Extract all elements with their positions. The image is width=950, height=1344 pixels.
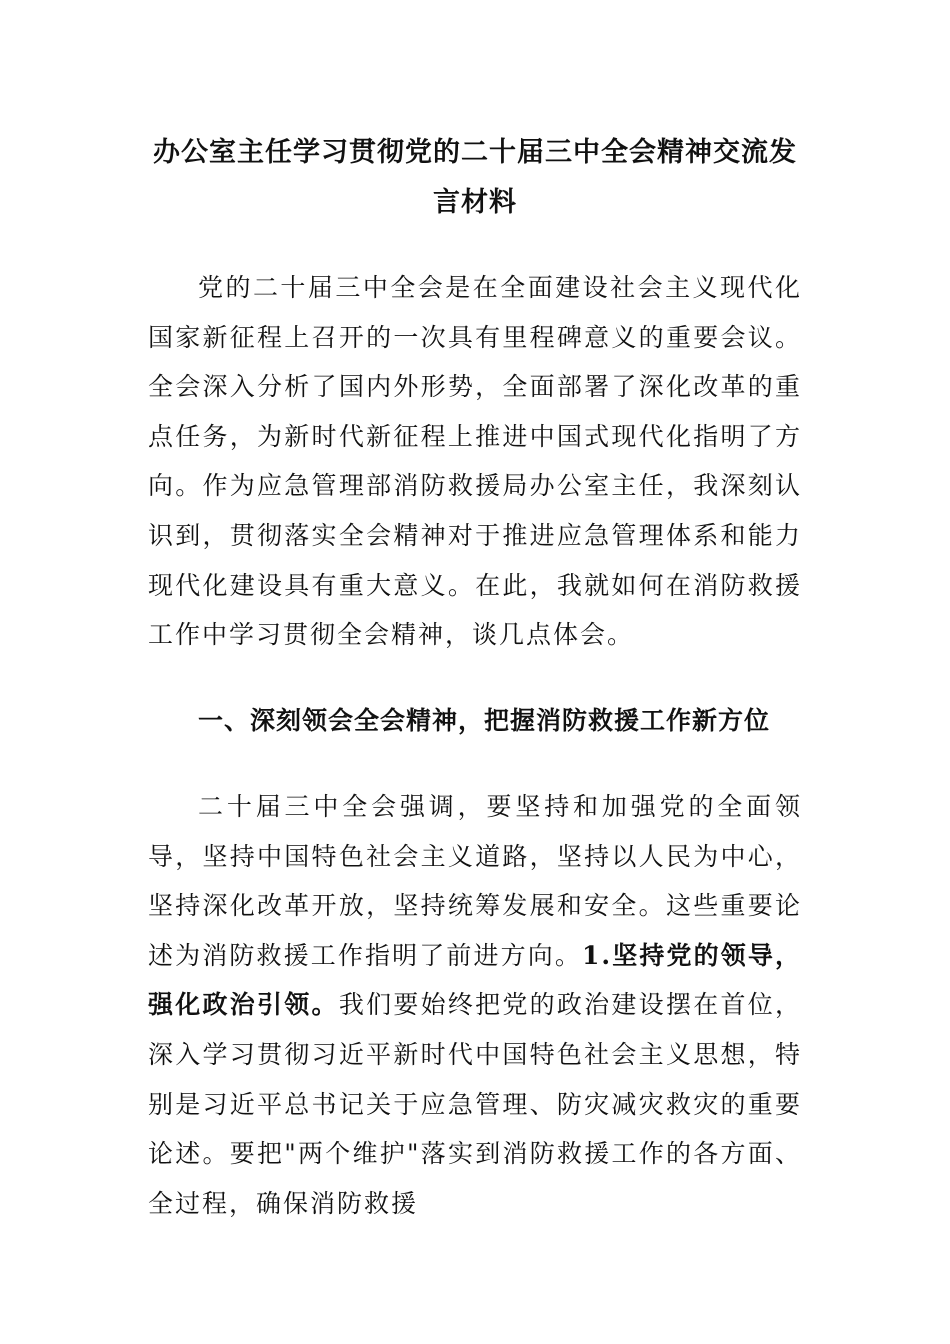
document-title: 办公室主任学习贯彻党的二十届三中全会精神交流发言材料: [153, 137, 797, 218]
paragraph-text: 二十届三中全会强调，要坚持和加强党的全面领导，坚持中国特色社会主义道路，坚持以人民为中心，坚持深化改革开放，坚持统筹发展和安全。这些重要论述为消防救援工作指明了前进方向。: [148, 792, 802, 970]
section-1-paragraph: [148, 782, 802, 1228]
intro-paragraph: 党的二十届三中全会是在全面建设社会主义现代化国家新征程上召开的一次具有里程碑意义的重要会议。全会深入分析了国内外形势，全面部署了深化改革的重点任务，为新时代新征程上推进中国式现代化指明了方向。作为应急管理部消防救援局办公室主任，我深刻认识到，贯彻落实全会精神对于推进应急管理体系和能力现代化建设具有重大意义。在此，我就如何在消防救援工作中学习贯彻全会精神，谈几点体会。: [148, 273, 802, 650]
paragraph-text-continued: 我们要始终把党的政治建设摆在首位，深入学习贯彻习近平新时代中国特色社会主义思想，特别是习近平总书记关于应急管理、防灾减灾救灾的重要论述。要把"两个维护"落实到消防救援工作的各方面、全过程，确保消防救援: [148, 990, 802, 1218]
bold-subheading: 1.坚持党的领导，强化政治引领。: [148, 940, 802, 1020]
section-heading-1: 一、深刻领会全会精神，把握消防救援工作新方位: [198, 706, 771, 735]
